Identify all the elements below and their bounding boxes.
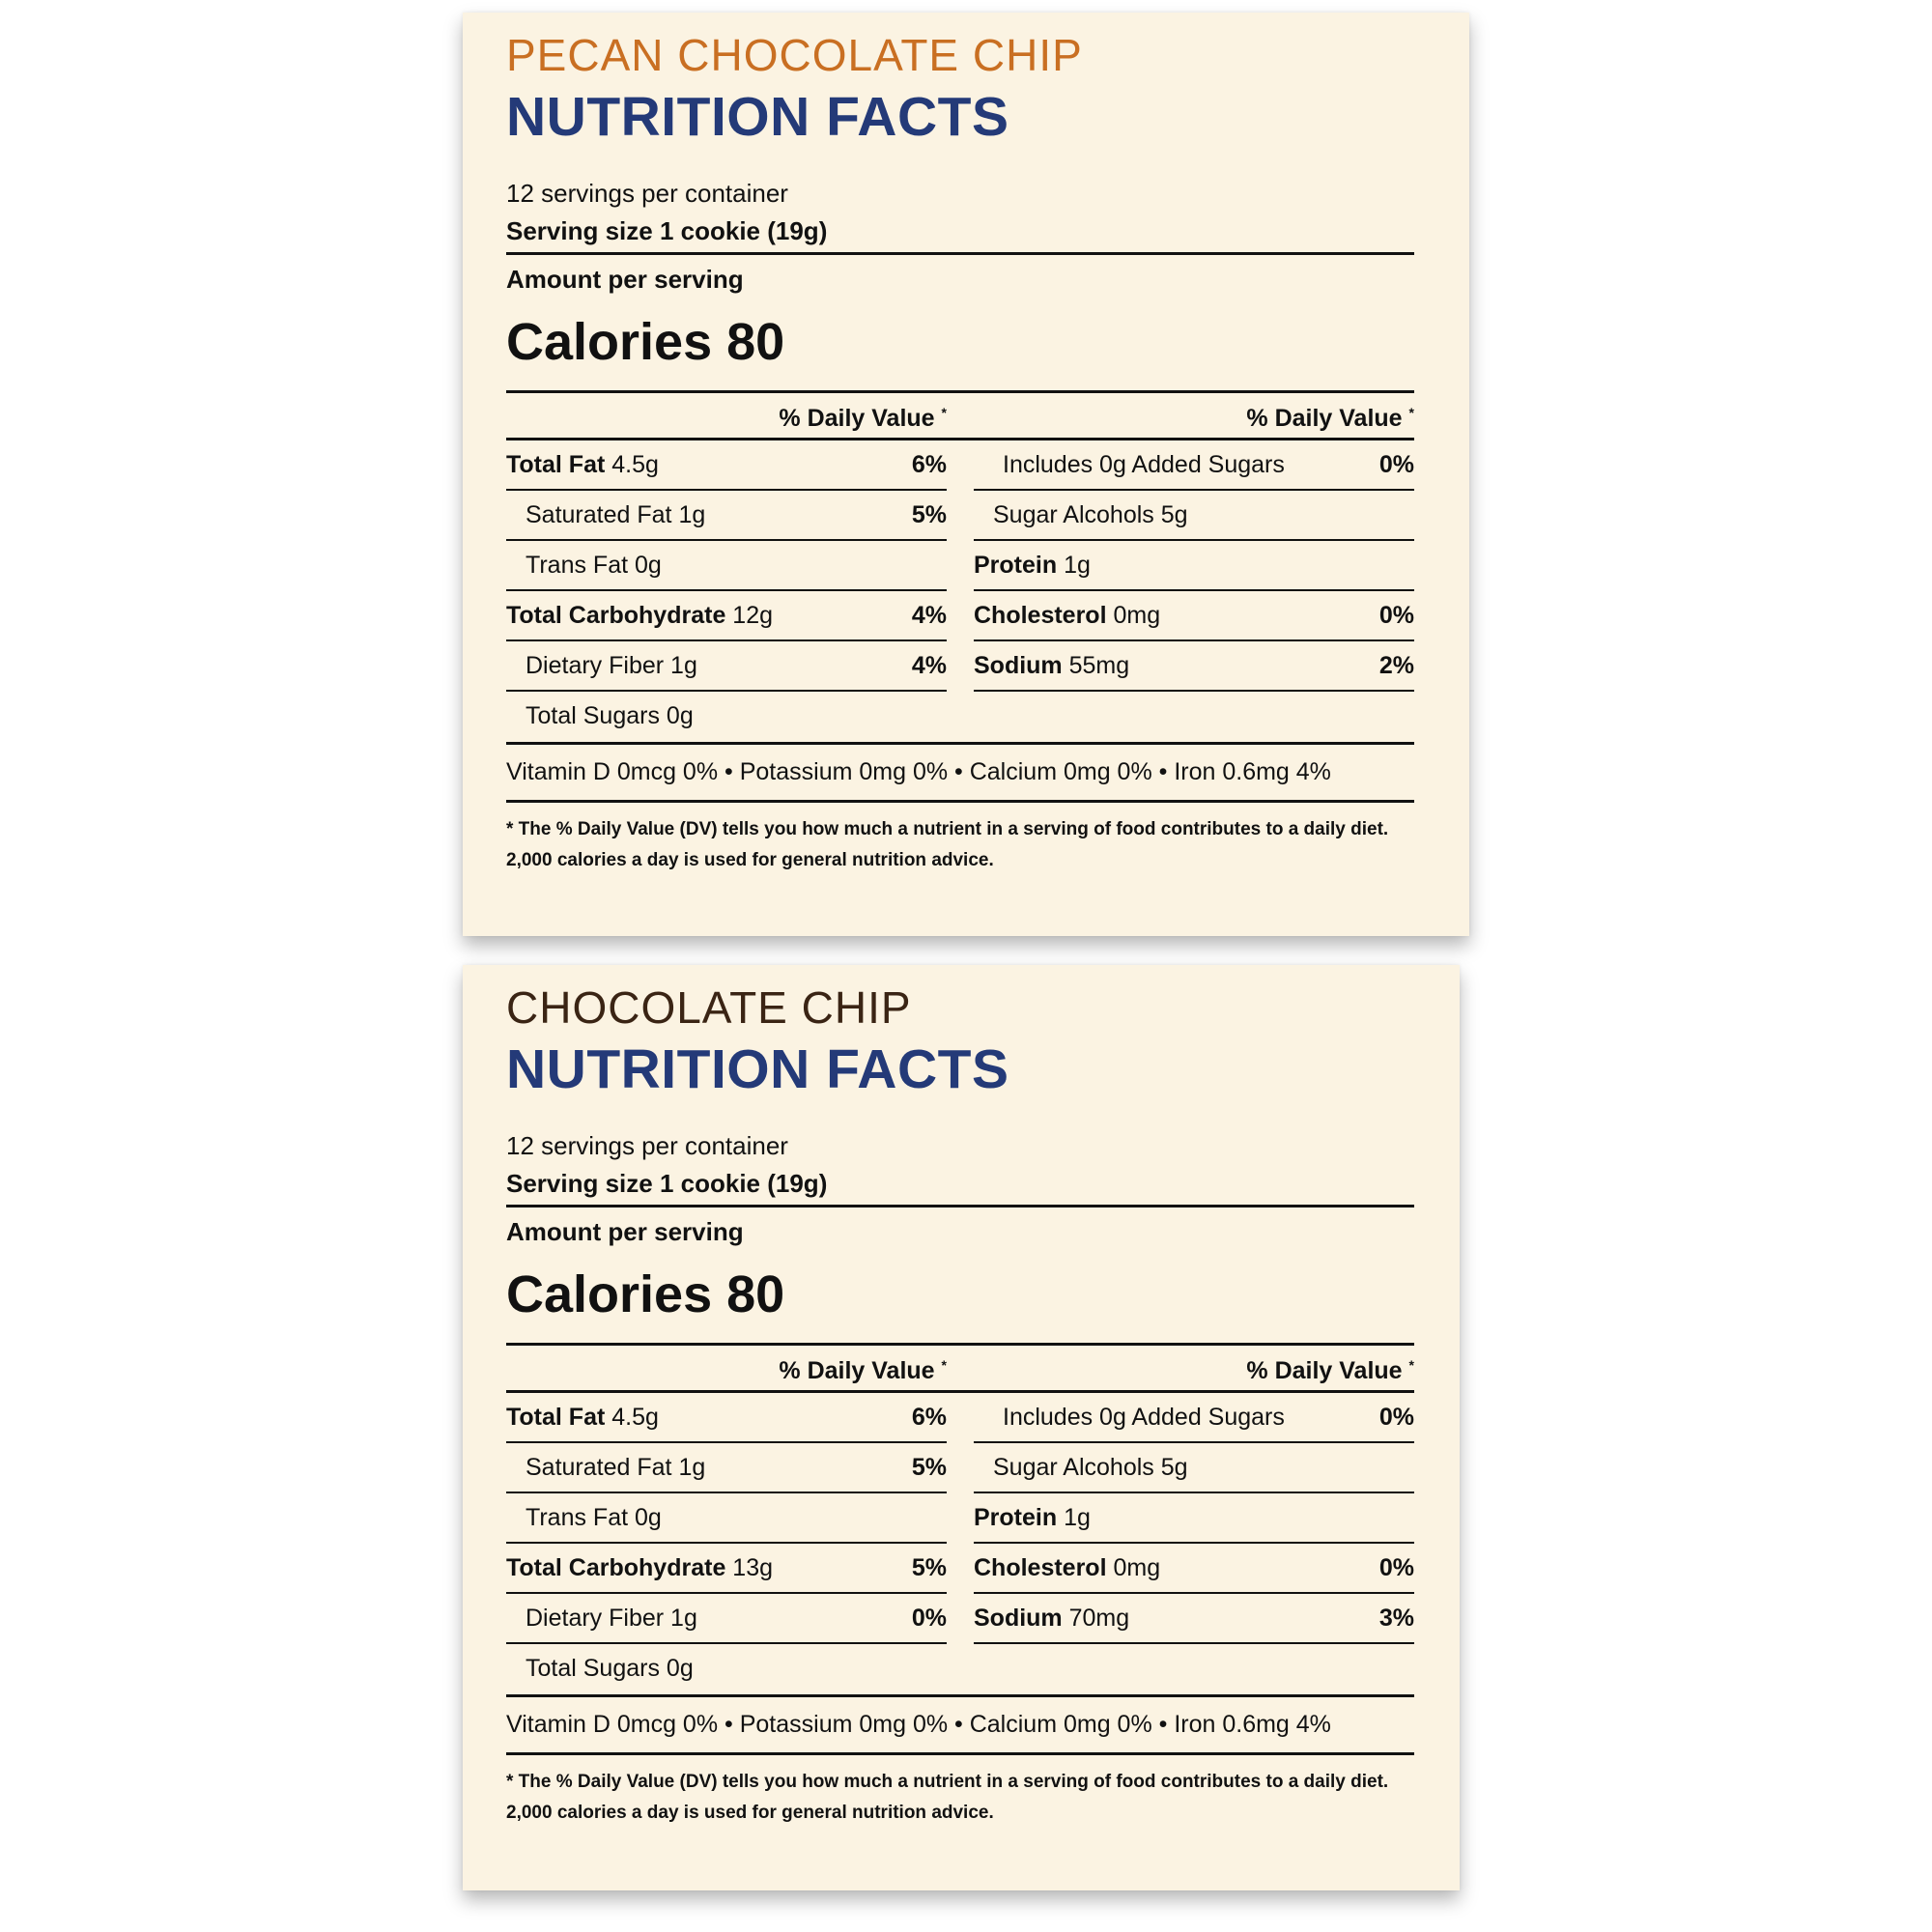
dv-header-left: % Daily Value	[779, 405, 935, 432]
nutrient-row	[974, 440, 1414, 491]
nutrient-amount: 0mg	[1113, 601, 1161, 629]
serving-size: Serving size 1 cookie (19g)	[506, 1169, 828, 1198]
nutrient-pct: 5%	[911, 1453, 947, 1481]
footnote-line: * The % Daily Value (DV) tells you how much a nutrient in a serving of food contributes to a daily diet.	[506, 819, 1389, 839]
nutrient-amount: 70mg	[1068, 1604, 1130, 1632]
servings-per-container: 12 servings per container	[506, 1131, 788, 1160]
nutrient-pct: 5%	[911, 500, 947, 528]
nutrient-name: Sodium	[974, 651, 1063, 679]
nutrient-amount: 1g	[1064, 1503, 1091, 1531]
dv-asterisk: *	[941, 1357, 947, 1373]
nutrients-left	[506, 440, 947, 740]
nutrient-name: Sugar Alcohols	[993, 1453, 1154, 1481]
nutrient-pct: 6%	[911, 1403, 947, 1431]
dv-header-right: % Daily Value	[1246, 405, 1403, 432]
nutrient-amount: 5g	[1160, 500, 1188, 528]
nutrient-name: Cholesterol	[974, 1553, 1107, 1581]
nutrient-row	[506, 692, 947, 740]
nutrient-name: Total Carbohydrate	[506, 1553, 726, 1581]
daily-value-header	[506, 1346, 1414, 1393]
vitamins-minerals: Vitamin D 0mcg 0% • Potassium 0mg 0% • Calcium 0mg 0% • Iron 0.6mg 4%	[506, 1694, 1414, 1755]
nutrient-pct: 0%	[911, 1604, 947, 1632]
nutrient-name: Total Sugars	[526, 1654, 660, 1682]
calories: Calories 80	[506, 1265, 785, 1323]
nutrient-row	[506, 1393, 947, 1443]
serving-size: Serving size 1 cookie (19g)	[506, 216, 828, 245]
nutrient-row	[974, 491, 1414, 541]
nutrient-pct: 4%	[911, 651, 947, 679]
nutrient-row	[506, 1644, 947, 1692]
nutrient-amount: 12g	[732, 601, 774, 629]
nutrient-row	[506, 440, 947, 491]
nutrient-row	[506, 591, 947, 641]
nutrient-name: Total Carbohydrate	[506, 601, 726, 629]
nutrient-row	[974, 541, 1414, 591]
nutrient-amount: 0g	[635, 1503, 662, 1531]
nutrient-amount: 1g	[678, 500, 706, 528]
nutrient-name: Trans Fat	[526, 1503, 629, 1531]
nutrient-name: Total Sugars	[526, 701, 660, 729]
nutrient-pct: 3%	[1378, 1604, 1414, 1632]
nutrient-pct: 0%	[1378, 450, 1414, 478]
nutrient-amount: 1g	[670, 1604, 697, 1632]
nutrient-name: Cholesterol	[974, 601, 1107, 629]
nutrient-row	[974, 1544, 1414, 1594]
nutrient-row	[506, 541, 947, 591]
nutrient-name: Protein	[974, 551, 1058, 579]
nutrient-pct: 2%	[1378, 651, 1414, 679]
nutrient-name: Dietary Fiber	[526, 651, 665, 679]
nutrient-pct: 6%	[911, 450, 947, 478]
nutrient-amount: 5g	[1160, 1453, 1188, 1481]
nutrient-pct: 0%	[1378, 1403, 1414, 1431]
dv-asterisk: *	[941, 405, 947, 420]
nutrient-row	[974, 1393, 1414, 1443]
nutrient-row	[974, 591, 1414, 641]
nutrient-amount: 55mg	[1068, 651, 1130, 679]
dv-header-right: % Daily Value	[1246, 1357, 1403, 1384]
nutrient-grid	[506, 1343, 1414, 1829]
nutrient-amount: 13g	[732, 1553, 774, 1581]
nutrient-name: Saturated Fat	[526, 1453, 672, 1481]
nutrient-grid	[506, 390, 1414, 876]
product-name: CHOCOLATE CHIP	[506, 982, 912, 1033]
nutrient-amount: 0g	[635, 551, 662, 579]
nutrients-right	[974, 440, 1414, 740]
nutrient-name: Saturated Fat	[526, 500, 672, 528]
nutrient-pct: 0%	[1378, 601, 1414, 629]
servings-per-container: 12 servings per container	[506, 179, 788, 208]
nutrient-name: Total Fat	[506, 1403, 606, 1431]
nutrient-name: Sugar Alcohols	[993, 500, 1154, 528]
nutrient-row	[506, 491, 947, 541]
dv-asterisk: *	[1408, 1357, 1414, 1373]
calories: Calories 80	[506, 313, 785, 371]
daily-value-footnote	[506, 1767, 1414, 1829]
nutrient-row	[506, 641, 947, 692]
nutrient-pct: 4%	[911, 601, 947, 629]
product-name: PECAN CHOCOLATE CHIP	[506, 30, 1083, 80]
nutrition-label-pecan	[463, 13, 1469, 936]
nutrients-right	[974, 1393, 1414, 1692]
nutrient-row	[974, 1493, 1414, 1544]
nutrition-facts-title: NUTRITION FACTS	[506, 86, 1009, 148]
footnote-line: 2,000 calories a day is used for general nutrition advice.	[506, 850, 994, 870]
nutrient-row	[506, 1544, 947, 1594]
nutrient-row	[974, 1443, 1414, 1493]
amount-per-serving: Amount per serving	[506, 1217, 744, 1246]
nutrient-name: Includes 0g Added Sugars	[1003, 450, 1285, 478]
nutrient-name: Total Fat	[506, 450, 606, 478]
dv-header-left: % Daily Value	[779, 1357, 935, 1384]
nutrient-amount: 1g	[1064, 551, 1091, 579]
footnote-line: 2,000 calories a day is used for general nutrition advice.	[506, 1803, 994, 1823]
nutrient-name: Protein	[974, 1503, 1058, 1531]
nutrient-row	[974, 641, 1414, 692]
nutrient-name: Trans Fat	[526, 551, 629, 579]
nutrient-pct: 5%	[911, 1553, 947, 1581]
nutrient-row	[974, 1594, 1414, 1644]
nutrient-amount: 0g	[666, 701, 694, 729]
nutrients-left	[506, 1393, 947, 1692]
nutrition-facts-title: NUTRITION FACTS	[506, 1038, 1009, 1100]
nutrient-amount: 1g	[678, 1453, 706, 1481]
nutrient-name: Sodium	[974, 1604, 1063, 1632]
dv-asterisk: *	[1408, 405, 1414, 420]
nutrition-label-chocolate-chip	[463, 965, 1460, 1890]
nutrient-amount: 0mg	[1113, 1553, 1161, 1581]
daily-value-header	[506, 393, 1414, 440]
nutrient-amount: 0g	[666, 1654, 694, 1682]
nutrient-amount: 4.5g	[611, 450, 659, 478]
footnote-line: * The % Daily Value (DV) tells you how much a nutrient in a serving of food contributes to a daily diet.	[506, 1772, 1389, 1792]
nutrient-amount: 1g	[670, 651, 697, 679]
nutrient-row	[506, 1493, 947, 1544]
nutrient-pct: 0%	[1378, 1553, 1414, 1581]
nutrient-name: Includes 0g Added Sugars	[1003, 1403, 1285, 1431]
nutrient-row	[506, 1594, 947, 1644]
nutrient-amount: 4.5g	[611, 1403, 659, 1431]
nutrient-name: Dietary Fiber	[526, 1604, 665, 1632]
amount-per-serving: Amount per serving	[506, 265, 744, 294]
nutrient-row	[506, 1443, 947, 1493]
vitamins-minerals: Vitamin D 0mcg 0% • Potassium 0mg 0% • Calcium 0mg 0% • Iron 0.6mg 4%	[506, 742, 1414, 803]
daily-value-footnote	[506, 814, 1414, 876]
